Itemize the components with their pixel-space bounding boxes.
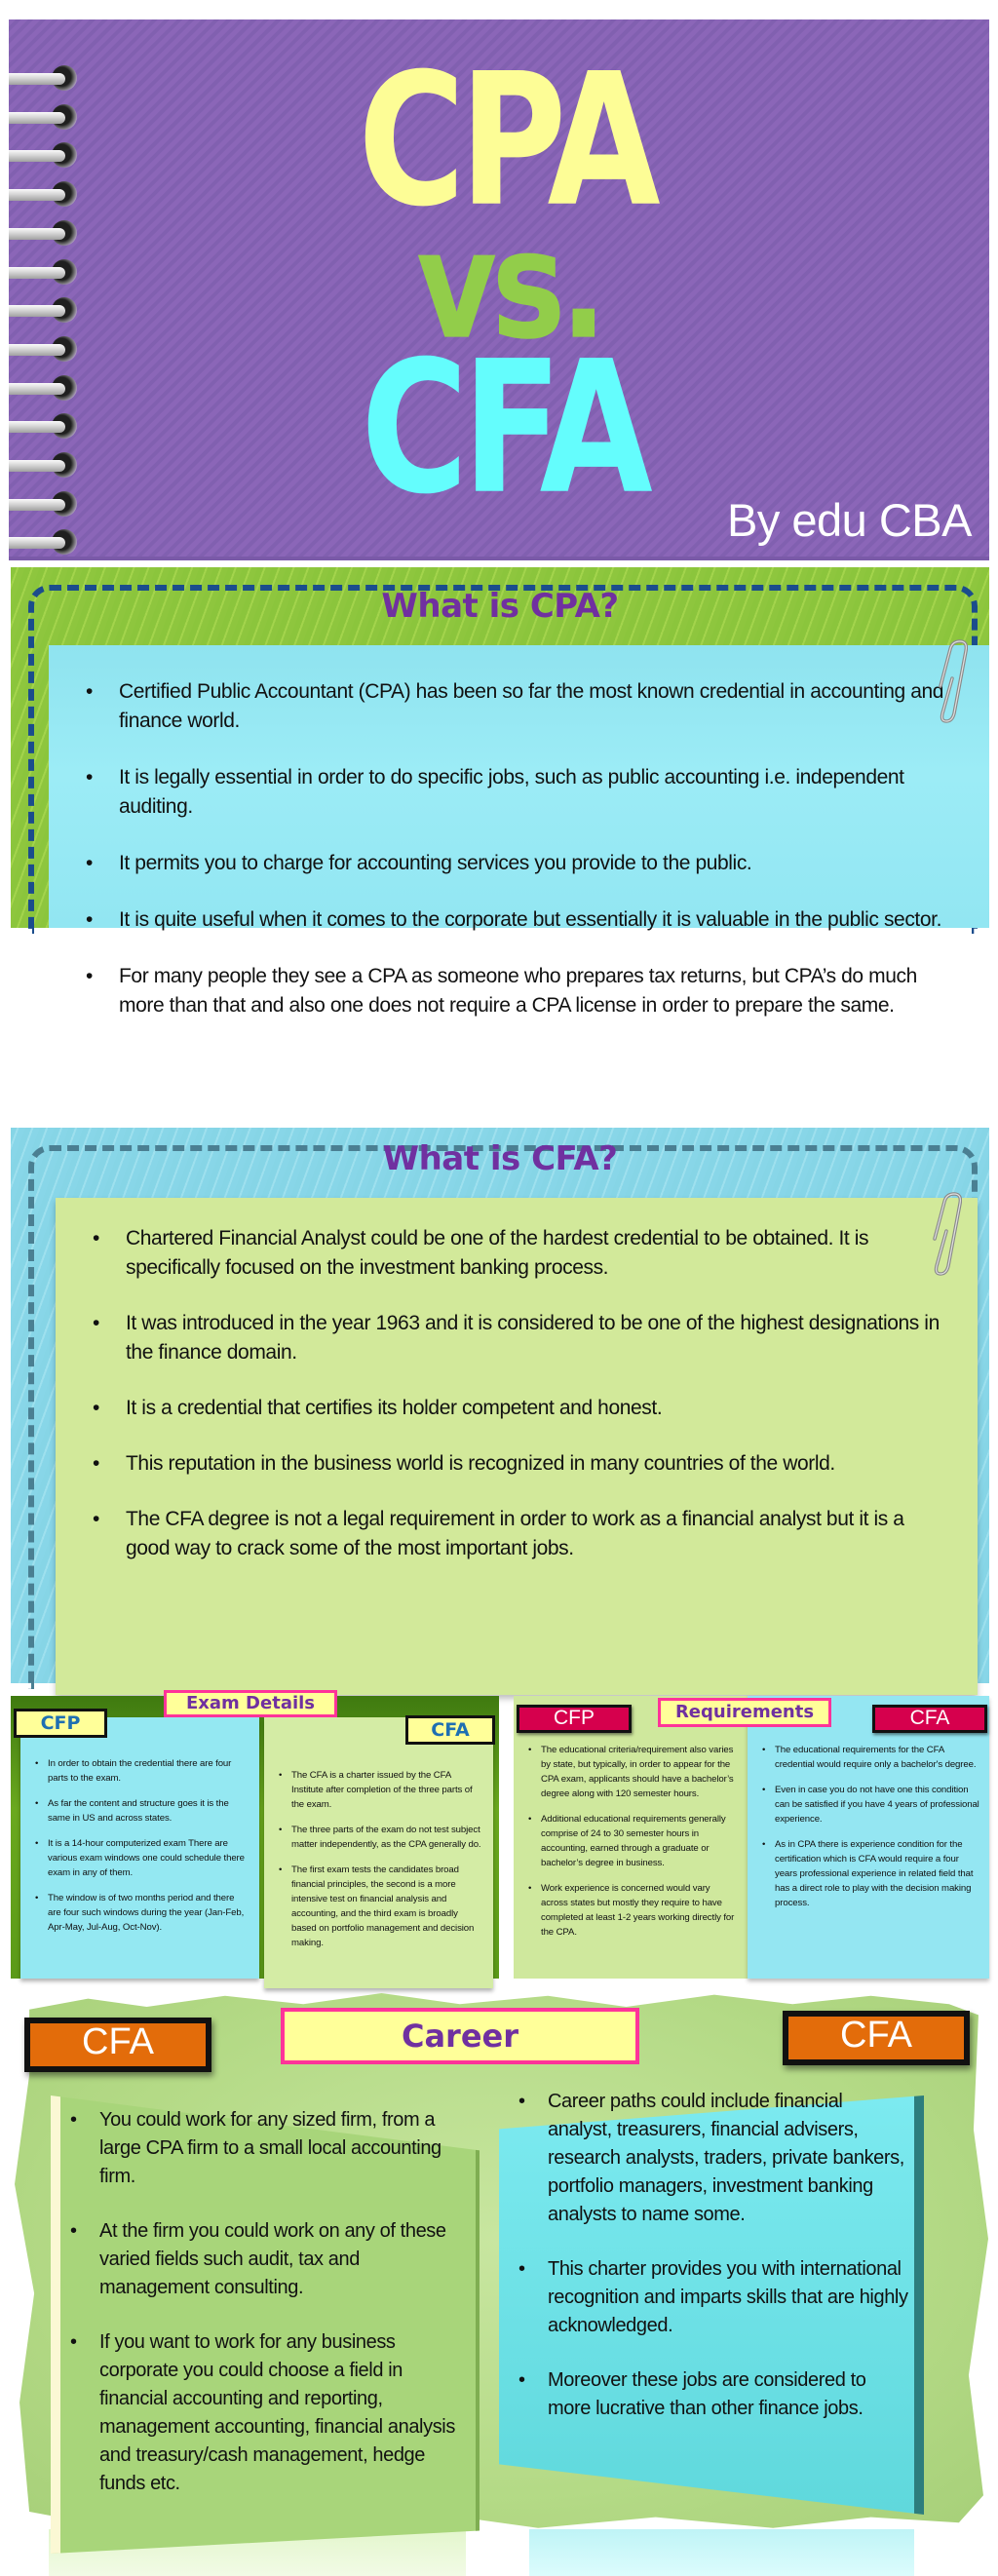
list-item: • Additional educational requirements generally comprise of 24 to 30 semester hours in accounting, earned through a graduate or bachelor’s degree in business. bbox=[525, 1812, 736, 1870]
list-item: • As in CPA there is experience condition for the certification which is CFA would require a four years professional experience in related field that has a direct role to play with the decision making process. bbox=[759, 1837, 979, 1910]
exam-cfa-column bbox=[264, 1717, 493, 1988]
list-item: • It is a 14-hour computerized exam There are various exam windows one could schedule there exam in any of them. bbox=[32, 1836, 250, 1880]
list-item: • The CFA degree is not a legal requirement in order to work as a financial analyst but it is a good way to crack some of the most important jobs. bbox=[89, 1505, 944, 1563]
paperclip-icon bbox=[933, 637, 968, 725]
list-item: • The first exam tests the candidates broad financial principles, the second is a more intensive test on financial analysis and accounting, and the third exam is broadly based on portfolio management and decision making. bbox=[276, 1863, 483, 1950]
what-is-cfa-section bbox=[11, 1128, 989, 1683]
list-item: • Even in case you do not have one this condition can be satisfied if you have 4 years of professional experience. bbox=[759, 1783, 979, 1826]
cfp-tag: CFP bbox=[517, 1705, 632, 1733]
list-item: • It is quite useful when it comes to the corporate but essentially it is valuable in the public sector. bbox=[82, 905, 956, 935]
list-item: • In order to obtain the credential there are four parts to the exam. bbox=[32, 1756, 250, 1786]
list-item: • For many people they see a CPA as someone who prepares tax returns, but CPA’s do much more than that and also one does not require a CPA license in order to prepare the same. bbox=[82, 962, 956, 1020]
cfa-tag: CFA bbox=[405, 1715, 495, 1745]
exam-details-panel bbox=[11, 1693, 499, 1979]
career-left-tag: CFA bbox=[24, 2018, 211, 2072]
career-title: Career bbox=[281, 2008, 639, 2064]
cfa-tag: CFA bbox=[872, 1705, 987, 1733]
requirements-title: Requirements bbox=[658, 1698, 831, 1727]
list-item: • The window is of two months period and there are four such windows during the year (Jan-Feb, Apr-May, Jul-Aug, Oct-Nov). bbox=[32, 1891, 250, 1935]
exam-cfp-column bbox=[20, 1717, 259, 1979]
title-banner bbox=[9, 19, 989, 560]
list-item: • Work experience is concerned would vary across states but mostly they require to have completed at least 1-2 years working directly for the CPA. bbox=[525, 1881, 736, 1940]
list-item: • As far the content and structure goes it is the same in US and across states. bbox=[32, 1796, 250, 1826]
career-left-text bbox=[70, 2106, 460, 2524]
list-item: • The educational requirements for the CFA credential would require only a bachelor's degree. bbox=[759, 1743, 979, 1772]
career-right-tag: CFA bbox=[783, 2011, 970, 2065]
decorative-bar bbox=[529, 2529, 914, 2576]
cpa-bullet-list bbox=[82, 645, 956, 1020]
requirements-panel bbox=[514, 1696, 989, 1979]
list-item: • It was introduced in the year 1963 and it is considered to be one of the highest designations in the finance domain. bbox=[89, 1309, 944, 1367]
list-item: • Career paths could include financial analyst, treasurers, financial advisers, research analysts, traders, private bankers, portfolio managers, investment banking analysts to name some. bbox=[518, 2088, 908, 2229]
title-cfa: CFA bbox=[361, 323, 647, 535]
list-item: • The three parts of the exam do not test subject matter independently, as the CPA generally do. bbox=[276, 1823, 483, 1852]
section-title: What is CFA? bbox=[382, 1139, 618, 1178]
req-cfp-column bbox=[514, 1696, 746, 1979]
list-item: • This reputation in the business world is recognized in many countries of the world. bbox=[89, 1449, 944, 1479]
title-vs: vs. bbox=[415, 199, 602, 373]
list-item: • Certified Public Accountant (CPA) has been so far the most known credential in accounting and finance world. bbox=[82, 677, 956, 736]
cfp-tag: CFP bbox=[14, 1709, 107, 1738]
list-item: • The CFA is a charter issued by the CFA Institute after completion of the three parts of the exam. bbox=[276, 1768, 483, 1812]
list-item: • You could work for any sized firm, from a large CPA firm to a small local accounting firm. bbox=[70, 2106, 460, 2191]
list-item: • At the firm you could work on any of these varied fields such audit, tax and management consulting. bbox=[70, 2217, 460, 2302]
career-right-text bbox=[518, 2088, 908, 2449]
byline: By edu CBA bbox=[726, 494, 972, 546]
cfa-card bbox=[56, 1198, 978, 1695]
list-item: • It is a credential that certifies its holder competent and honest. bbox=[89, 1394, 944, 1423]
cpa-card bbox=[49, 645, 989, 1017]
what-is-cpa-section bbox=[11, 567, 989, 1017]
paperclip-icon bbox=[927, 1190, 962, 1278]
section-title: What is CPA? bbox=[381, 587, 619, 626]
spiral-ring-icon bbox=[9, 529, 77, 557]
cfa-bullet-list bbox=[89, 1198, 944, 1563]
list-item: • It permits you to charge for accounting services you provide to the public. bbox=[82, 849, 956, 878]
list-item: • It is legally essential in order to do specific jobs, such as public accounting i.e. independent auditing. bbox=[82, 763, 956, 822]
list-item: • Moreover these jobs are considered to more lucrative than other finance jobs. bbox=[518, 2366, 908, 2423]
title-cpa: CPA bbox=[358, 35, 655, 248]
list-item: • If you want to work for any business corporate you could choose a field in financial accounting and reporting, management accounting, financial analysis and treasury/cash management, hedge funds etc. bbox=[70, 2328, 460, 2498]
list-item: • Chartered Financial Analyst could be one of the hardest credential to be obtained. It is specifically focused on the investment banking process. bbox=[89, 1224, 944, 1283]
exam-details-title: Exam Details bbox=[164, 1690, 337, 1717]
list-item: • The educational criteria/requirement also varies by state, but typically, in order to appear for the CPA exam, applicants should have a bachelor’s degree along with 120 semester hours. bbox=[525, 1743, 736, 1801]
list-item: • This charter provides you with international recognition and imparts skills that are highly acknowledged. bbox=[518, 2255, 908, 2340]
req-cfa-column bbox=[748, 1696, 989, 1979]
